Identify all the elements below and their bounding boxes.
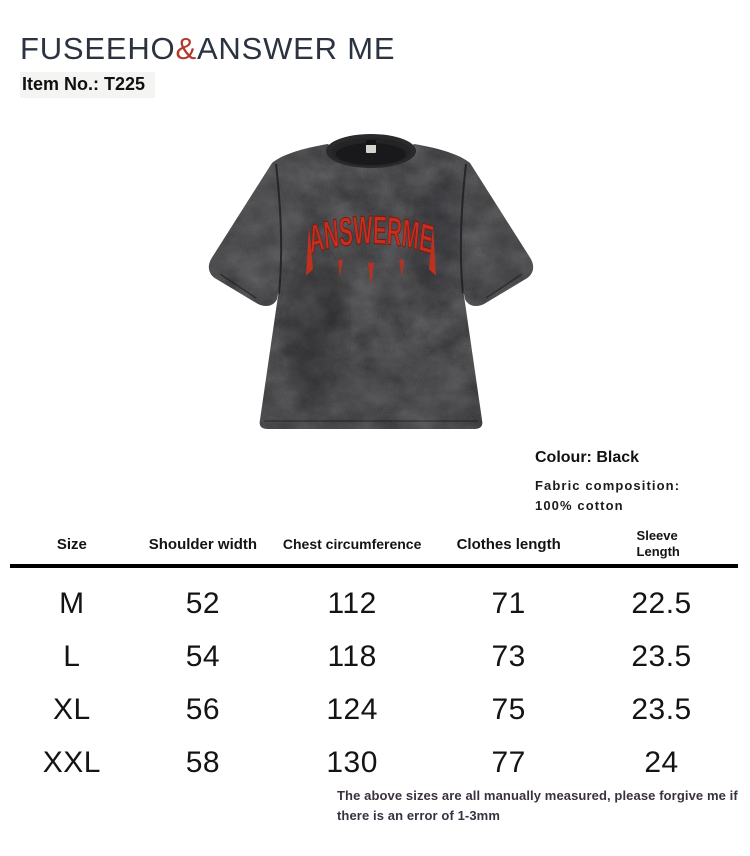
brand-part1: FUSEEHO xyxy=(20,31,176,66)
size-table xyxy=(10,524,738,789)
cell-size: XL xyxy=(53,692,91,726)
cell-shoulder: 58 xyxy=(185,745,221,779)
chest-print-text: ANSWERME xyxy=(306,208,439,265)
size-table-header-row xyxy=(10,524,738,568)
cell-sleeve: 22.5 xyxy=(631,586,692,620)
col-header-shoulder-width: Shoulder width xyxy=(148,535,258,553)
cell-size: XXL xyxy=(42,745,101,779)
cell-sleeve: 23.5 xyxy=(631,692,692,726)
cell-length: 77 xyxy=(491,745,526,779)
col-header-size: Size xyxy=(56,535,87,553)
cell-sleeve: 23.5 xyxy=(631,639,692,673)
fabric-label: Fabric composition: 100% cotton xyxy=(535,478,681,514)
cell-sleeve: 24 xyxy=(644,745,679,779)
size-table-body xyxy=(10,568,738,789)
cell-chest: 124 xyxy=(326,692,378,726)
measurement-note-line2: there is an error of 1-3mm xyxy=(337,807,500,823)
colour-label: Colour: Black xyxy=(535,449,640,466)
cell-shoulder: 56 xyxy=(185,692,221,726)
product-info xyxy=(535,449,725,516)
cell-chest: 118 xyxy=(327,639,377,673)
col-header-clothes-length: Clothes length xyxy=(456,535,561,553)
measurement-note-line1: The above sizes are all manually measured, please forgive me if xyxy=(337,788,738,803)
cell-chest: 112 xyxy=(327,586,377,620)
cell-chest: 130 xyxy=(326,745,378,779)
brand-title xyxy=(20,31,395,67)
table-row-xxl xyxy=(10,736,738,789)
cell-size: M xyxy=(59,586,85,620)
cell-length: 73 xyxy=(491,639,526,673)
table-row-xl xyxy=(10,683,738,736)
table-row-m xyxy=(10,577,738,630)
brand-part2: ANSWER ME xyxy=(196,31,396,66)
cell-shoulder: 52 xyxy=(185,586,221,620)
cell-length: 71 xyxy=(491,586,526,620)
cell-length: 75 xyxy=(491,692,526,726)
item-number: Item No.: T225 xyxy=(20,72,155,98)
brand-ampersand: & xyxy=(175,31,197,66)
cell-shoulder: 54 xyxy=(185,639,221,673)
cell-size: L xyxy=(63,639,81,673)
col-header-sleeve-length: Sleeve Length xyxy=(636,527,680,559)
tshirt-collar xyxy=(326,134,416,168)
measurement-note xyxy=(337,786,745,825)
table-row-l xyxy=(10,630,738,683)
col-header-chest-circumference: Chest circumference xyxy=(282,536,422,552)
product-photo xyxy=(180,118,560,450)
tshirt-illustration xyxy=(180,118,560,450)
